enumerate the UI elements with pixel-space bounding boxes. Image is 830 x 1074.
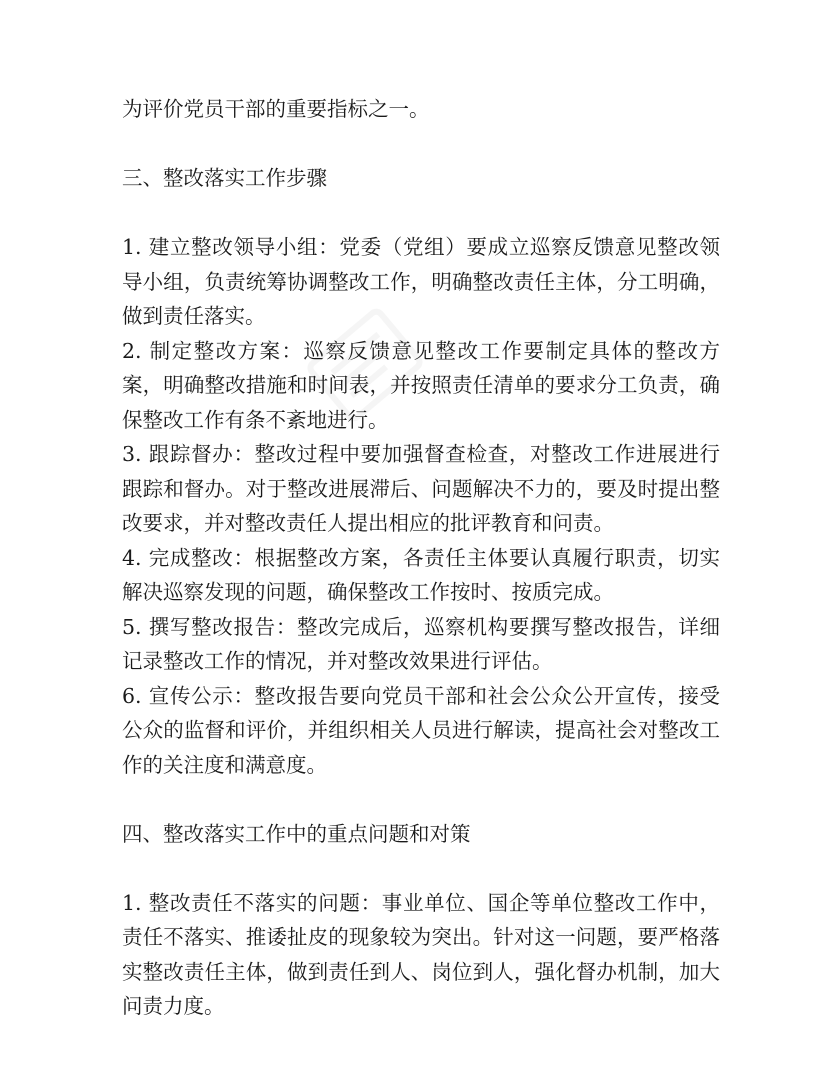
paragraph-gap xyxy=(122,851,720,886)
list-item-step-3: 3. 跟踪督办：整改过程中要加强督查检查，对整改工作进展进行跟踪和督办。对于整改进展滞后、问题解决不力的，要及时提出整改要求，并对整改责任人提出相应的批评教育和问责。 xyxy=(122,442,720,535)
list-item-step-6: 6. 宣传公示：整改报告要向党员干部和社会公众公开宣传，接受公众的监督和评价，并组织相关人员进行解读，提高社会对整改工作的关注度和满意度。 xyxy=(122,683,720,777)
list-item-issue-1: 1. 整改责任不落实的问题：事业单位、国企等单位整改工作中，责任不落实、推诿扯皮的现象较为突出。针对这一问题，要严格落实整改责任主体，做到责任到人、岗位到人，强化督办机制，加大问责力度。 xyxy=(122,890,720,1018)
list-item-step-1: 1. 建立整改领导小组：党委（党组）要成立巡察反馈意见整改领导小组，负责统筹协调整改工作，明确整改责任主体，分工明确，做到责任落实。 xyxy=(122,235,720,328)
list-item-step-5: 5. 撰写整改报告：整改完成后，巡察机构要撰写整改报告，详细记录整改工作的情况，并对整改效果进行评估。 xyxy=(122,614,720,673)
paragraph-gap xyxy=(122,127,720,162)
list-item-step-2: 2. 制定整改方案：巡察反馈意见整改工作要制定具体的整改方案，明确整改措施和时间表，并按照责任清单的要求分工负责，确保整改工作有条不紊地进行。 xyxy=(122,338,720,432)
list-item-step-4: 4. 完成整改：根据整改方案，各责任主体要认真履行职责，切实解决巡察发现的问题，确保整改工作按时、按质完成。 xyxy=(122,545,720,604)
paragraph-continuation: 为评价党员干部的重要指标之一。 xyxy=(122,97,430,121)
document-body xyxy=(122,92,720,1024)
section-heading-steps: 三、整改落实工作步骤 xyxy=(122,166,327,190)
section-heading-issues: 四、整改落实工作中的重点问题和对策 xyxy=(122,821,471,846)
paragraph-gap xyxy=(122,782,720,817)
paragraph-gap xyxy=(122,196,720,231)
